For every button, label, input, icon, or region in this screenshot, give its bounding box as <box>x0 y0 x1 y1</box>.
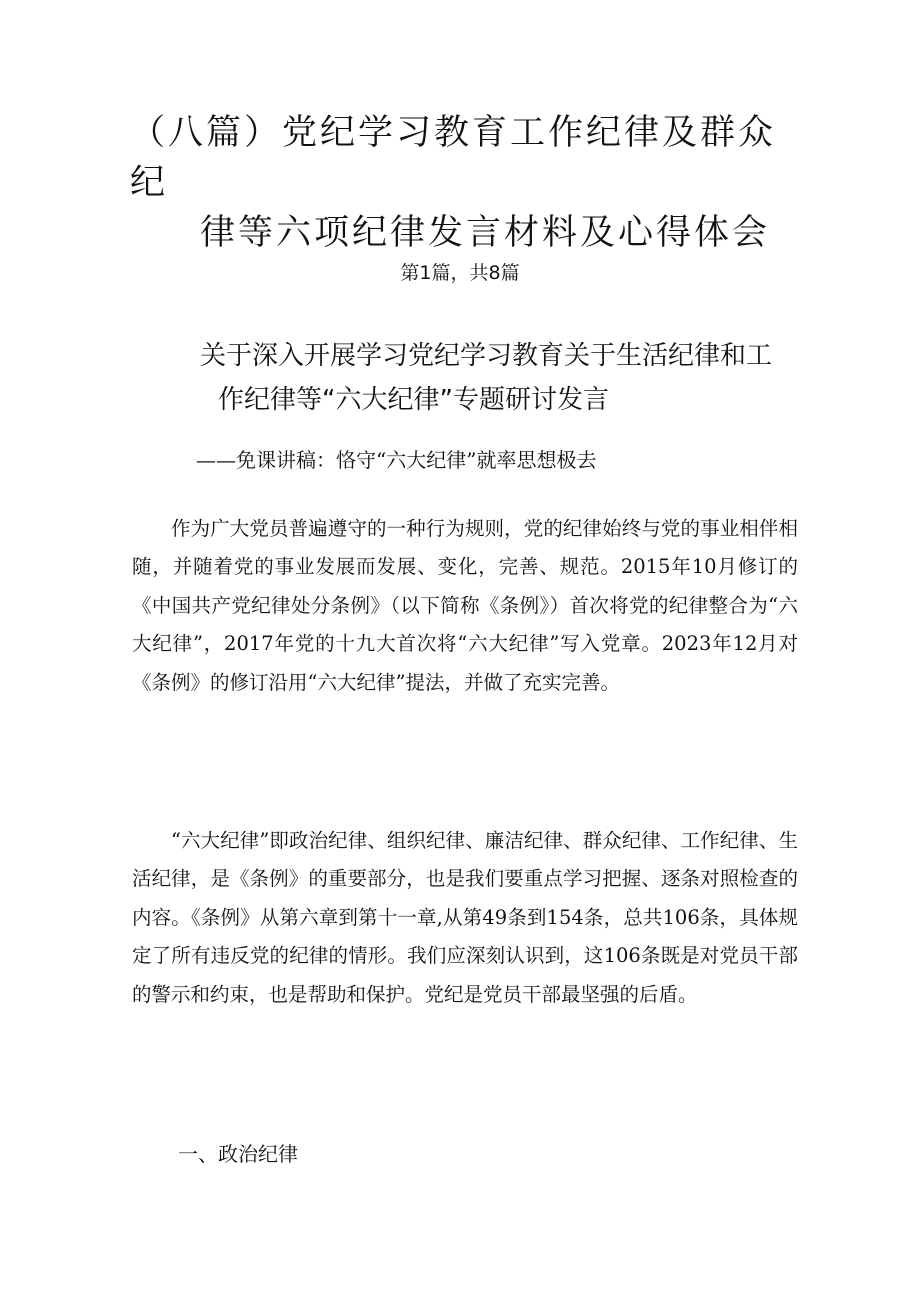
document-title-line-1: （八篇）党纪学习教育工作纪律及群众纪 <box>130 113 777 203</box>
document-title <box>130 108 810 258</box>
body-paragraph-1: 作为广大党员普遍遵守的一种行为规则，党的纪律始终与党的事业相伴相随，并随着党的事业发展而发展、变化，完善、规范。2015年10月修订的《中国共产党纪律处分条例》（以下简称《条例》）首次将党的纪律整合为“六大纪律”，2017年党的十九大首次将“六大纪律”写入党章。2023年12月对《条例》的修订沿用“六大纪律”提法，并做了充实完善。 <box>132 517 798 694</box>
article-subtitle: ——免课讲稿：恪守“六大纪律”就率思想极去 <box>196 448 597 472</box>
section-heading: 一、政治纪律 <box>178 1142 298 1166</box>
article-title <box>200 334 800 422</box>
article-title-line-1: 关于深入开展学习党纪学习教育关于生活纪律和工 <box>200 341 773 371</box>
body-paragraph-2: “六大纪律”即政治纪律、组织纪律、廉洁纪律、群众纪律、工作纪律、生活纪律，是《条例》的重要部分，也是我们要重点学习把握、逐条对照检查的内容。《条例》从第六章到第十一章,从第49条到154条，总共106条，具体规定了所有违反党的纪律的情形。我们应深刻认识到，这106条既是对党员干部的警示和约束，也是帮助和保护。党纪是党员干部最坚强的后盾。 <box>132 829 798 1006</box>
part-indicator: 第1篇，共8篇 <box>400 262 520 284</box>
article-title-line-2: 作纪律等“六大纪律”专题研讨发言 <box>218 385 609 415</box>
document-title-line-2: 律等六项纪律发言材料及心得体会 <box>200 213 771 253</box>
